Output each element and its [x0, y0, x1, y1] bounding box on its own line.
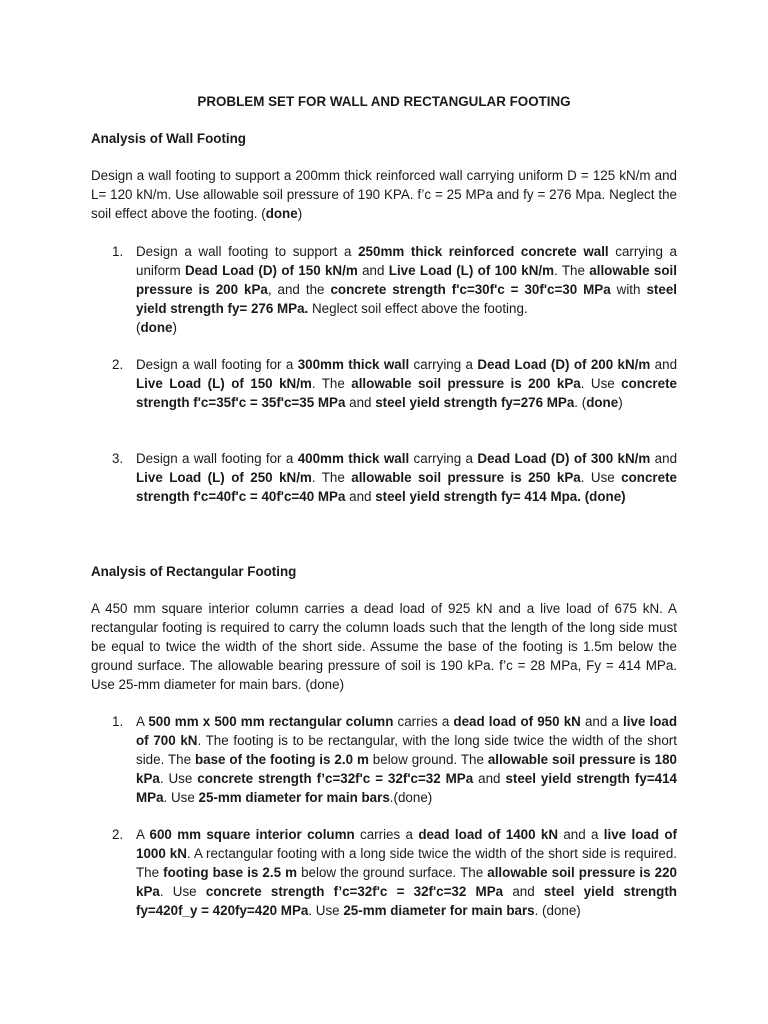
- bold-text: allowable soil pressure is 200 kPa: [136, 263, 677, 297]
- list-item-text: [136, 712, 677, 807]
- bold-text: allowable soil pressure is 250 kPa: [351, 470, 581, 485]
- bold-text: live load of 700 kN: [136, 714, 678, 748]
- text-run: Design a wall footing for a: [136, 357, 298, 372]
- text-run: below ground. The: [368, 752, 488, 767]
- bold-text: Live Load (L) of 250 kN/m: [136, 470, 312, 485]
- rectangular-footing-heading: Analysis of Rectangular Footing: [91, 564, 297, 579]
- text-run: A 450 mm square interior column carries a dead load of 925 kN and a live load of 675 kN. A rectangular footing is required to carry the column loads such that the length of the long side must be equal to twice the width of the short side. Assume the base of the footing is 1.5m below the ground surface. The allowable bearing pressure of soil is 190 kPa. f’c = 28 MPa, Fy = 414 MPa. Use 25-mm diameter for main bars. (done): [91, 601, 677, 692]
- list-number: 1.: [112, 244, 124, 259]
- bold-text: 500 mm x 500 mm rectangular column: [148, 714, 394, 729]
- document-title: PROBLEM SET FOR WALL AND RECTANGULAR FOOTING: [197, 94, 571, 109]
- list-item: [112, 825, 677, 920]
- text-run: . Use: [159, 884, 206, 899]
- text-run: . The footing is to be rectangular, with the long side twice the width of the short side. The: [136, 733, 677, 767]
- text-run: Design a wall footing to support a 200mm thick reinforced wall carrying uniform D = 125 kN/m and L= 120 kN/m. Use allowable soil pressure of 190 KPA. f’c = 25 MPa and fy = 276 Mpa. Neglect the soil effect above the footing. (: [91, 168, 677, 221]
- list-item-text: [136, 242, 677, 337]
- bold-text: 25-mm diameter for main bars: [343, 903, 535, 918]
- bold-text: Dead Load (D) of 150 kN/m: [185, 263, 358, 278]
- text-run: (: [136, 320, 141, 335]
- text-run: below the ground surface. The: [297, 865, 488, 880]
- bold-text: steel yield strength fy=414 MPa: [136, 771, 677, 805]
- bold-text: concrete strength f'c=35f'c = 35f'c=35 MPa: [136, 376, 677, 410]
- text-run: and: [345, 395, 376, 410]
- text-run: . (done): [534, 903, 581, 918]
- text-run: . The: [554, 263, 590, 278]
- bold-text: live load of 1000 kN: [136, 827, 677, 861]
- list-item-text: [136, 355, 677, 412]
- text-run: . Use: [580, 470, 622, 485]
- text-run: and: [345, 489, 376, 504]
- text-run: Neglect soil effect above the footing.: [308, 301, 528, 316]
- bold-text: 400mm thick wall: [297, 451, 410, 466]
- bold-text: concrete strength f’c=32f'c = 32f'c=32 MPa: [205, 884, 504, 899]
- text-run: and a: [558, 827, 604, 842]
- bold-text: 25-mm diameter for main bars: [198, 790, 390, 805]
- text-run: . Use: [580, 376, 622, 391]
- bold-text: 250mm thick reinforced concrete wall: [358, 244, 609, 259]
- list-item: [112, 712, 677, 807]
- text-run: . The: [311, 470, 352, 485]
- text-run: carries a: [354, 827, 419, 842]
- bold-text: Dead Load (D) of 300 kN/m: [477, 451, 651, 466]
- bold-text: concrete strength f’c=32f'c = 32f'c=32 MPa: [197, 771, 474, 786]
- bold-text: done: [140, 320, 173, 335]
- text-run: and: [473, 771, 506, 786]
- text-run: carrying a: [409, 357, 478, 372]
- bold-text: Dead Load (D) of 200 kN/m: [477, 357, 651, 372]
- bold-text: allowable soil pressure is 200 kPa: [351, 376, 581, 391]
- text-run: and: [357, 263, 389, 278]
- text-run: A: [136, 827, 150, 842]
- text-run: and a: [580, 714, 624, 729]
- bold-text: base of the footing is 2.0 m: [194, 752, 369, 767]
- list-item: [112, 449, 677, 506]
- text-run: carries a: [393, 714, 454, 729]
- bold-text: concrete strength f'c=30f'c = 30f'c=30 MPa: [330, 282, 611, 297]
- bold-text: 600 mm square interior column: [149, 827, 355, 842]
- list-number: 1.: [112, 714, 124, 729]
- text-run: . Use: [159, 771, 198, 786]
- wall-footing-heading: Analysis of Wall Footing: [91, 131, 246, 146]
- rectangular-footing-intro: [91, 599, 677, 694]
- bold-text: (done): [584, 489, 626, 504]
- text-run: ): [297, 206, 303, 221]
- text-run: and: [503, 884, 544, 899]
- text-run: . (: [574, 395, 587, 410]
- bold-text: concrete strength f'c=40f'c = 40f'c=40 MPa: [136, 470, 677, 504]
- text-run: and: [650, 357, 678, 372]
- text-run: . Use: [163, 790, 199, 805]
- text-run: Design a wall footing for a: [136, 451, 298, 466]
- text-run: and: [650, 451, 678, 466]
- list-item-text: [136, 825, 677, 920]
- bold-text: allowable soil pressure is 180 kPa: [136, 752, 677, 786]
- text-run: A: [136, 714, 149, 729]
- text-run: . The: [311, 376, 352, 391]
- bold-text: Live Load (L) of 100 kN/m: [388, 263, 555, 278]
- bold-text: footing base is 2.5 m: [163, 865, 298, 880]
- text-run: carrying a: [409, 451, 478, 466]
- bold-text: steel yield strength fy= 276 MPa.: [136, 282, 677, 316]
- bold-text: Live Load (L) of 150 kN/m: [136, 376, 312, 391]
- list-item: [112, 242, 677, 337]
- text-run: with: [610, 282, 647, 297]
- text-run: .(done): [389, 790, 433, 805]
- text-run: Design a wall footing to support a: [136, 244, 359, 259]
- wall-footing-intro: [91, 166, 677, 223]
- text-run: ): [172, 320, 177, 335]
- bold-text: steel yield strength fy=420f_y = 420fy=420 MPa: [136, 884, 677, 918]
- bold-text: steel yield strength fy=276 MPa: [375, 395, 575, 410]
- text-run: ): [618, 395, 623, 410]
- bold-text: steel yield strength fy= 414 Mpa.: [375, 489, 581, 504]
- text-run: , and the: [267, 282, 331, 297]
- bold-text: dead load of 950 kN: [453, 714, 581, 729]
- list-item-text: [136, 449, 677, 506]
- text-run: carrying a uniform: [136, 244, 677, 278]
- list-number: 2.: [112, 357, 124, 372]
- bold-text: 300mm thick wall: [297, 357, 410, 372]
- text-run: . Use: [308, 903, 344, 918]
- bold-text: done: [265, 206, 298, 221]
- list-item: [112, 355, 677, 412]
- list-number: 3.: [112, 451, 124, 466]
- bold-text: dead load of 1400 kN: [418, 827, 558, 842]
- bold-text: allowable soil pressure is 220 kPa: [136, 865, 677, 899]
- list-number: 2.: [112, 827, 124, 842]
- bold-text: done: [586, 395, 619, 410]
- text-run: . A rectangular footing with a long side twice the width of the short side is required. The: [136, 846, 677, 880]
